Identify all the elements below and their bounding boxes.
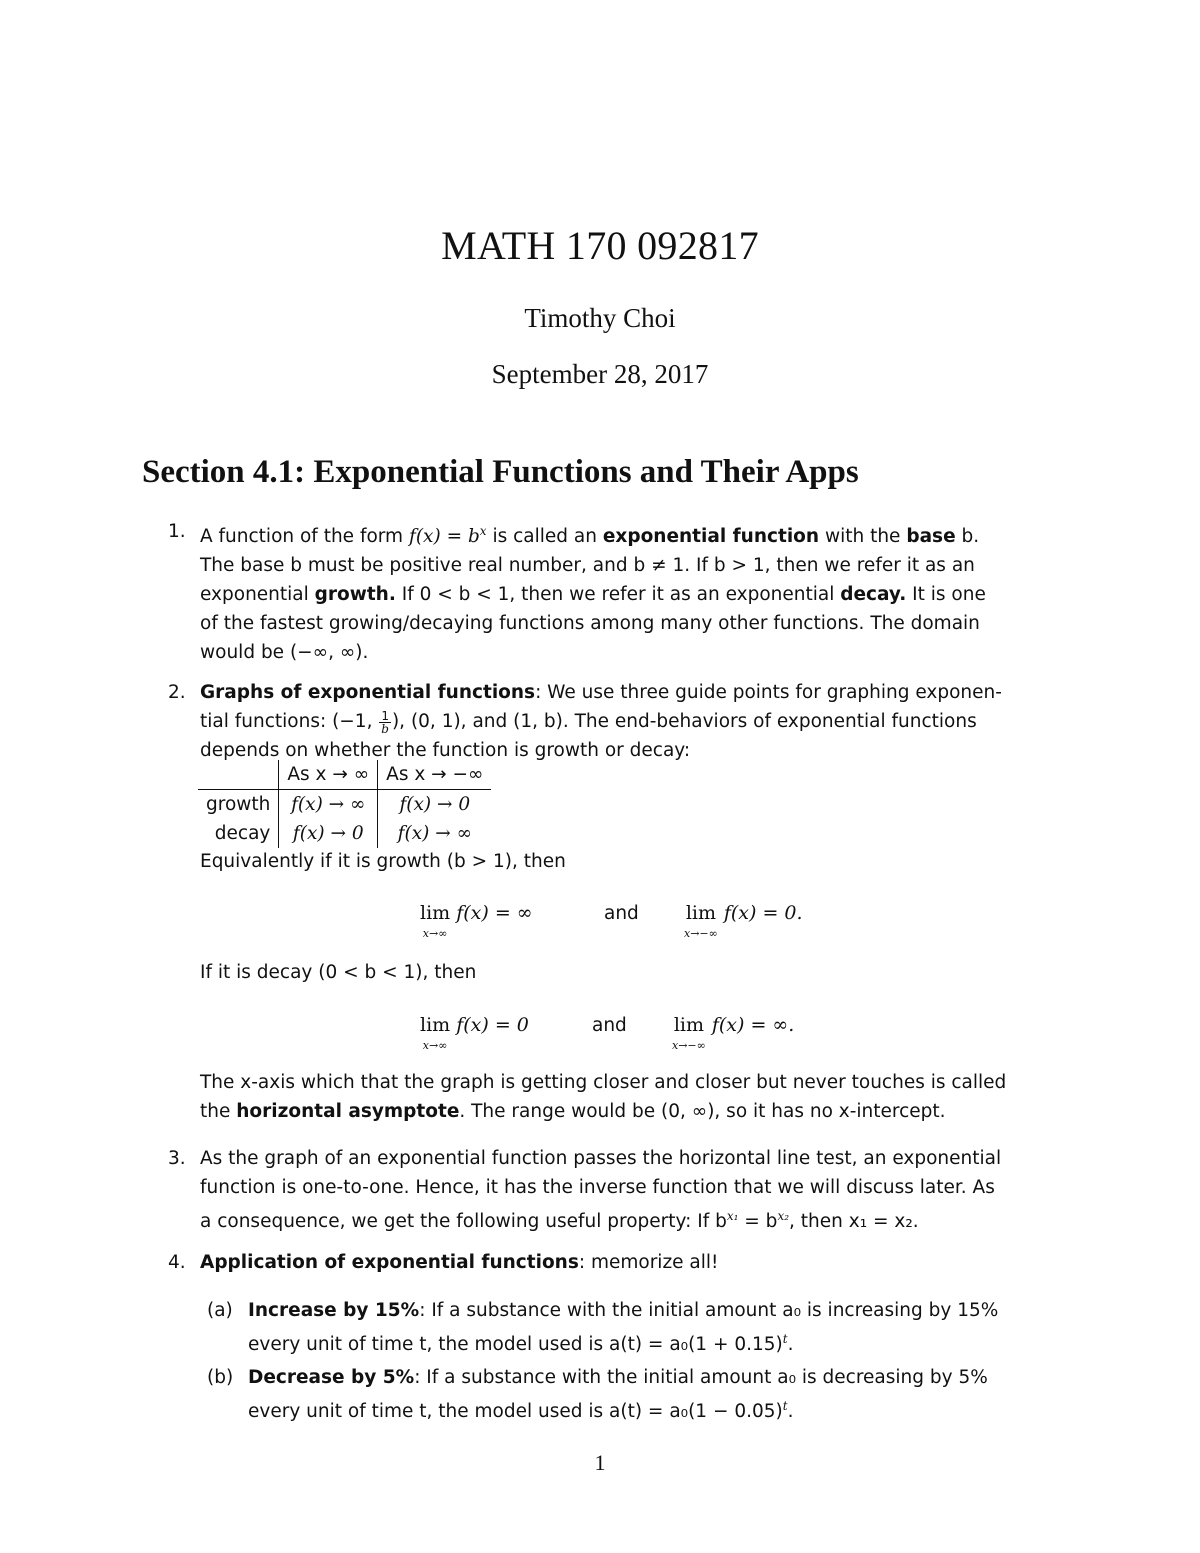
growth-limit-1 [420,899,533,940]
text: every unit of time t, the model used is a(t) = a₀(1 + 0.15) [248,1334,783,1356]
text: = b [738,1211,778,1233]
table-cell: f(x) → ∞ [397,823,473,844]
text: . [787,1401,794,1423]
item-2-line-1 [200,678,1060,707]
fraction-numerator: 1 [381,708,389,723]
table-cell: decay [198,819,279,848]
table-cell: f(x) → 0 [279,819,378,848]
asymptote-line-1: The x-axis which that the graph is getting closer and closer but never touches is called [200,1072,1007,1093]
item-3-number: 3. [168,1148,186,1169]
term-exponential-function: exponential function [602,526,820,548]
table-row [198,819,491,848]
table-cell: f(x) → ∞ [279,790,378,820]
text: exponential [200,584,315,606]
text: It is one [906,584,986,606]
item-3-line-1: As the graph of an exponential function passes the horizontal line test, an exponential [200,1148,1002,1169]
item-2-line-3: depends on whether the function is growth or decay: [200,740,691,761]
math-exponent: t [782,1399,788,1413]
text: : If a substance with the initial amount a₀ is decreasing by 5% [414,1367,988,1388]
term-growth: growth. [314,584,396,606]
fraction-one-over-b [379,710,391,735]
table-header-cell: As x → −∞ [378,760,492,790]
item-1-line-3 [200,580,1060,609]
math-fx: f(x) = b [408,526,480,548]
text: If 0 < b < 1, then we refer it as an exponential [395,584,841,606]
lim-operator [684,899,718,940]
text: : We use three guide points for graphing exponen- [535,682,1002,703]
document-date: September 28, 2017 [491,359,709,389]
term-decay: decay. [840,584,907,606]
lim-subscript: x→−∞ [672,1039,706,1052]
decay-limit-2 [672,1011,794,1052]
document-title: MATH 170 092817 [441,223,759,268]
text: b. [955,526,980,548]
term-increase: Increase by 15% [248,1300,420,1321]
text: . The range would be (0, ∞), so it has no x-intercept. [459,1101,946,1122]
item-4-number: 4. [168,1252,186,1273]
subitem-a [248,1296,1060,1359]
item-1 [200,517,1060,667]
asymptote-paragraph [200,1068,1060,1126]
math-exponent: x₁ [726,1209,739,1223]
lim-subscript: x→∞ [422,927,448,940]
decay-and: and [592,1015,627,1036]
lim-operator [420,899,450,940]
item-2-line-2 [200,707,1060,736]
item-1-line-5: would be (−∞, ∞). [200,642,369,664]
item-1-line-1 [200,517,1060,551]
item-3-line-2: function is one-to-one. Hence, it has the inverse function that we will discuss later. As [200,1177,995,1198]
lim-label: lim [420,1014,451,1036]
lim-subscript: x→∞ [422,1039,448,1052]
subitem-b-line-1 [248,1363,1060,1392]
table-cell: f(x) → 0 [399,794,471,815]
text: tial functions: (−1, [200,711,379,732]
text: with the [819,526,907,548]
table-header-cell: As x → ∞ [279,760,378,790]
decay-text: If it is decay (0 < b < 1), then [200,962,477,983]
lim-label: lim [685,902,716,924]
lim-expression: f(x) = ∞. [711,1014,795,1036]
text: : memorize all! [578,1252,719,1273]
item-3-line-3 [200,1202,1060,1236]
lim-expression: f(x) = ∞ [456,902,533,924]
subitem-a-line-2 [248,1325,1060,1359]
item-4 [200,1248,1060,1277]
subitem-b-letter: (b) [207,1367,234,1388]
subitem-a-line-1 [248,1296,1060,1325]
subitem-b [248,1363,1060,1426]
text: A function of the form [200,526,409,548]
asymptote-line-2 [200,1097,1060,1126]
equivalently-text: Equivalently if it is growth (b > 1), then [200,851,566,872]
page-number: 1 [594,1450,606,1475]
math-exponent: t [782,1332,788,1346]
table-header-row [198,760,491,790]
item-2 [200,678,1060,765]
table-header-cell [198,760,279,790]
term-base: base [906,526,956,548]
decay-limit-1 [420,1011,529,1052]
lim-label: lim [673,1014,704,1036]
text: the [200,1101,237,1122]
term-graphs: Graphs of exponential functions [200,682,536,703]
item-4-line-1 [200,1248,1060,1277]
item-2-number: 2. [168,682,186,703]
item-1-line-4: of the fastest growing/decaying functions among many other functions. The domain [200,613,980,635]
text: ), (0, 1), and (1, b). The end-behaviors of exponential functions [391,711,977,732]
item-3 [200,1144,1060,1236]
lim-operator [420,1011,450,1052]
text: a consequence, we get the following useful property: If b [200,1211,727,1233]
subitem-b-line-2 [248,1392,1060,1426]
lim-expression: f(x) = 0. [723,902,803,924]
document-author: Timothy Choi [524,303,676,333]
item-1-line-2: The base b must be positive real number, and b ≠ 1. If b > 1, then we refer it as an [200,555,975,577]
table-row [198,790,491,820]
term-horizontal-asymptote: horizontal asymptote [236,1101,460,1122]
subitem-a-letter: (a) [207,1300,233,1321]
text: every unit of time t, the model used is a(t) = a₀(1 − 0.05) [248,1401,783,1423]
lim-expression: f(x) = 0 [456,1014,529,1036]
end-behavior-table [198,760,491,848]
lim-label: lim [420,902,451,924]
text: . [787,1334,794,1356]
fraction-denominator: b [381,721,389,736]
math-exponent: x₂ [777,1209,790,1223]
term-application: Application of exponential functions [200,1252,579,1273]
math-exponent: x [479,524,487,538]
text: : If a substance with the initial amount a₀ is increasing by 15% [419,1300,999,1321]
lim-subscript: x→−∞ [684,927,718,940]
table-cell: growth [198,790,279,820]
term-decrease: Decrease by 5% [248,1367,415,1388]
item-1-number: 1. [168,521,186,542]
growth-and: and [604,903,639,924]
growth-limit-2 [684,899,803,940]
lim-operator [672,1011,706,1052]
text: , then x₁ = x₂. [789,1211,919,1233]
section-heading: Section 4.1: Exponential Functions and Their Apps [142,454,859,490]
text: is called an [486,526,603,548]
